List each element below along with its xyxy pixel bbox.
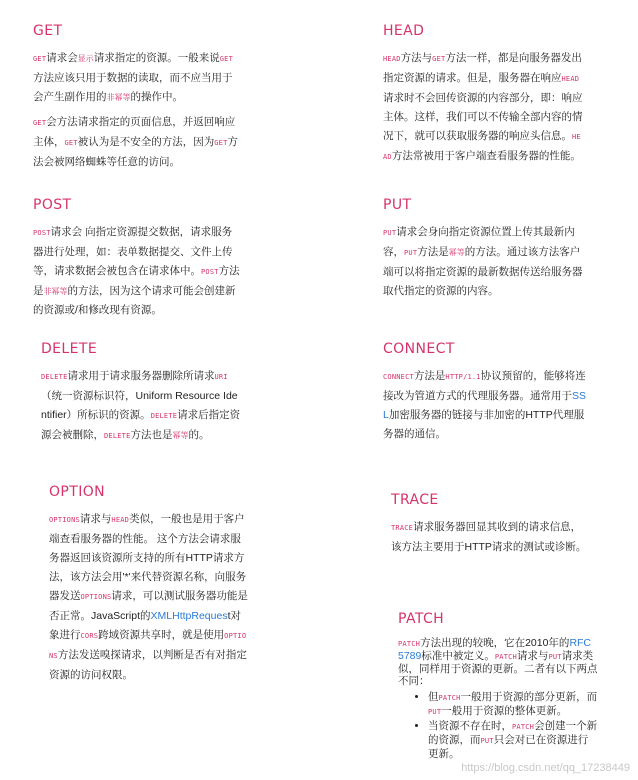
head-card [383, 22, 583, 173]
head-title: HEAD [383, 23, 425, 39]
post-card [33, 196, 240, 326]
connect-title: CONNECT [383, 341, 455, 357]
options-title: OPTION [49, 484, 106, 500]
watermark: https://blog.csdn.net/qq_17238449 [461, 762, 630, 774]
get-code: GET [33, 55, 47, 63]
post-title: POST [33, 197, 72, 213]
trace-title: TRACE [391, 492, 439, 508]
trace-paragraph-1: TRACE请求服务器回显其收到的请求信息，该方法主要用于HTTP请求的测试或诊断。 [391, 521, 587, 553]
get-title: GET [33, 23, 63, 39]
patch-card [398, 610, 598, 762]
get-card [33, 22, 238, 178]
non-idempotent-term: 非幂等 [106, 93, 131, 102]
post-paragraph-1: POST请求会 向指定资源提交数据，请求服务器进行处理，如：表单数据提交、文件上传等，请求数据会被包含在请求体中。POST方法是非幂等的方法，因为这个请求可能会创建新的资源或/和修改现有资源。 [33, 226, 240, 316]
delete-paragraph-1: DELETE请求用于请求服务器删除所请求URI（统一资源标识符，Uniform Resource Identifier）所标识的资源。DELETE请求后指定资源会被删除，DELETE方法也是幂等的。 [41, 370, 241, 441]
head-paragraph-1: HEAD方法与GET方法一样，都是向服务器发出指定资源的请求。但是，服务器在响应HEAD请求时不会回传资源的内容部分，即：响应主体。这样，我们可以不传输全部内容的情况下，就可以获取服务器的响应头信息。HEAD方法常被用于客户端查看服务器的性能。 [383, 52, 583, 162]
rfc-5789-link[interactable]: RFC 5789 [398, 637, 592, 662]
options-paragraph-1: OPTIONS请求与HEAD类似，一般也是用于客户端查看服务器的性能。 这个方法会请求服务器返回该资源所支持的所有HTTP请求方法，该方法会用'*'来代替资源名称，向服务器发送OPTIONS请求，可以测试服务器功能是否正常。JavaScript的XMLHttpRequest对象进行CORS跨域资源共享时，就是使用OPTIONS方法发送嗅探请求，以判断是否有对指定资源的访问权限。 [49, 513, 248, 681]
connect-card [383, 340, 588, 450]
trace-card [391, 491, 591, 563]
get-paragraph-1: GET请求会显示请求指定的资源。一般来说GET方法应该只用于数据的读取，而不应当用于会产生副作用的非幂等的操作中。 [33, 52, 233, 103]
options-card [49, 483, 249, 691]
list-item: • 当资源不存在时，PATCH会创建一个新的资源，而PUT只会对已在资源进行更新。 [428, 720, 598, 761]
get-highlight: 显示 [77, 54, 94, 63]
put-card [383, 196, 583, 307]
get-paragraph-2: GET会方法请求指定的页面信息，并返回响应主体，GET被认为是不安全的方法，因为GET方法会被网络蜘蛛等任意的访问。 [33, 116, 238, 168]
delete-title: DELETE [41, 341, 98, 357]
put-paragraph-1: PUT请求会身向指定资源位置上传其最新内容，PUT方法是幂等的方法。通过该方法客户端可以将指定资源的最新数据传送给服务器取代指定的资源的内容。 [383, 226, 583, 297]
list-item: • 但PATCH一般用于资源的部分更新，而PUT一般用于资源的整体更新。 [428, 691, 598, 719]
xmlhttprequest-link[interactable]: XMLHttpReques [150, 610, 228, 622]
put-title: PUT [383, 197, 412, 213]
ssl-link[interactable]: SSL [383, 390, 587, 421]
patch-differences-list [428, 691, 598, 761]
delete-card [41, 340, 241, 452]
patch-paragraph-1: PATCH方法出现的较晚，它在2010年的RFC 5789标准中被定义。PATCH请求与PUT请求类似，同样用于资源的更新。二者有以下两点不同： [398, 637, 598, 687]
connect-paragraph-1: CONNECT方法是HTTP/1.1协议预留的，能够将连接改为管道方式的代理服务器。通常用于SSL加密服务器的链接与非加密的HTTP代理服务器的通信。 [383, 370, 587, 440]
patch-title: PATCH [398, 611, 445, 627]
